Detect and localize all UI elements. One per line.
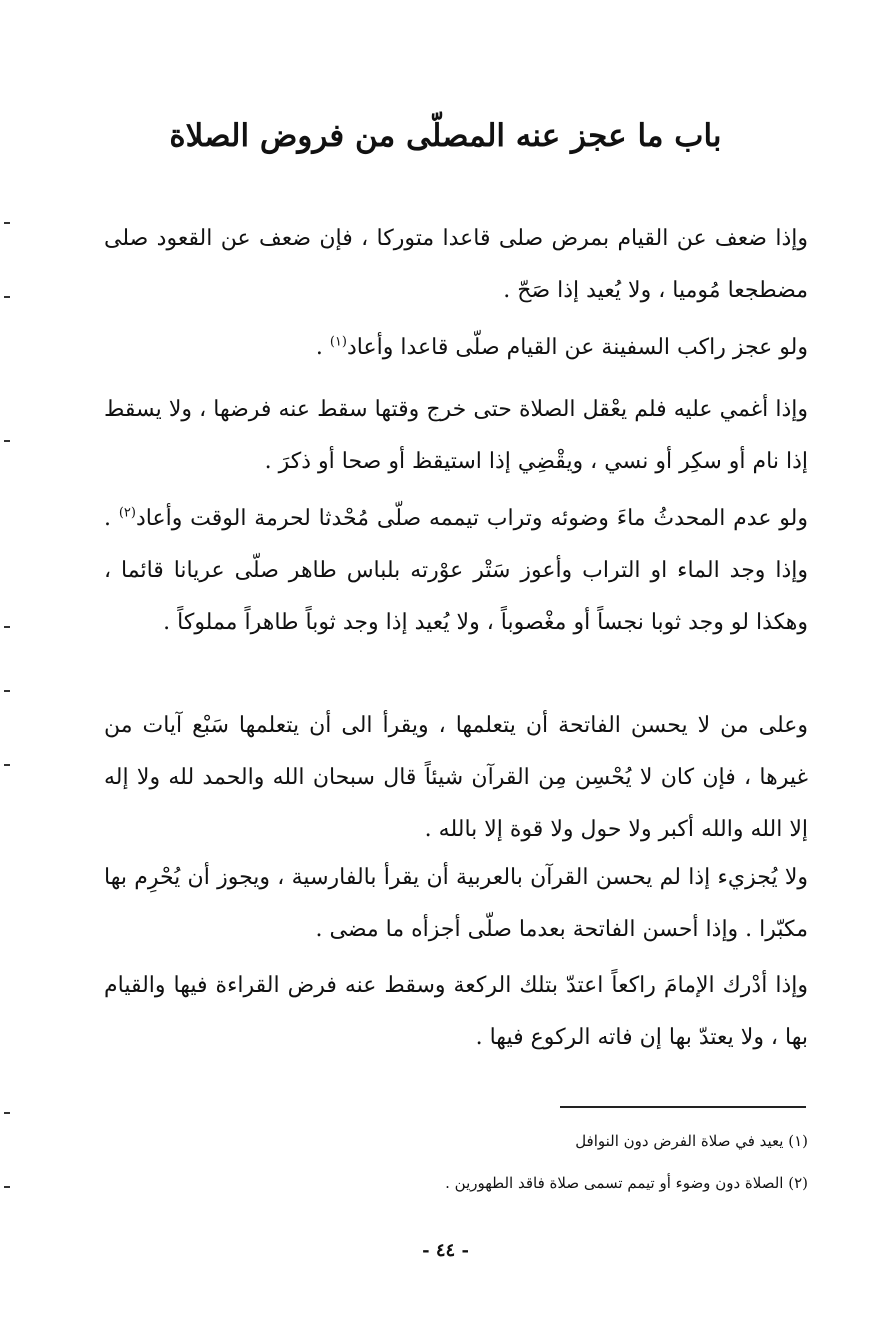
- paragraph-text-continued: . وإذا وجد الماء او التراب وأعوز سَتْر عوْرته بلباس طاهر صلّى عريانا قائما ، وهكذا لو وجد ثوبا نجساً أو مغْصوباً ، ولا يُعيد إذا وجد ثوباً طاهراً مملوكاً .: [104, 506, 808, 635]
- paragraph-end: .: [315, 335, 330, 360]
- margin-tick: [4, 222, 10, 224]
- margin-tick: [4, 296, 10, 298]
- footnote-1: (١) يعيد في صلاة الفرض دون النوافل: [575, 1132, 808, 1150]
- footnote-2: (٢) الصلاة دون وضوء أو تيمم تسمى صلاة فاقد الطهورين .: [445, 1174, 808, 1192]
- paragraph-fatiha: وعلى من لا يحسن الفاتحة أن يتعلمها ، ويقرأ الى أن يتعلمها سَبْع آيات من غيرها ، فإن كان لا يُحْسِن مِن القرآن شيئاً قال سبحان الله والحمد لله ولا إله إلا الله والله أكبر ولا حول ولا قوة إلا بالله .: [104, 713, 808, 842]
- footnote-ref-1: (١): [329, 334, 347, 350]
- footnote-divider: [560, 1106, 806, 1108]
- chapter-title: باب ما عجز عنه المصلّى من فروض الصلاة: [169, 118, 722, 154]
- margin-tick: [4, 690, 10, 692]
- paragraph-persian: ولا يُجزيء إذا لم يحسن القرآن بالعربية أن يقرأ بالفارسية ، ويجوز أن يُحْرِم بها مكبّرا . وإذا أحسن الفاتحة بعدما صلّى أجزأه ما مضى .: [104, 865, 808, 942]
- paragraph-unconscious: وإذا أغمي عليه فلم يعْقل الصلاة حتى خرج وقتها سقط عنه فرضها ، ولا يسقط إذا نام أو سكِر أو نسي ، ويقْضِي إذا استيقظ أو صحا أو ذكرَ .: [104, 397, 808, 474]
- margin-tick: [4, 440, 10, 442]
- paragraph-ship-rider: [104, 322, 808, 374]
- margin-tick: [4, 764, 10, 766]
- page-number: - ٤٤ -: [422, 1240, 469, 1261]
- margin-tick: [4, 1112, 10, 1114]
- paragraph-text: ولو عجز راكب السفينة عن القيام صلّى قاعدا وأعاد: [346, 335, 808, 360]
- margin-tick: [4, 626, 10, 628]
- paragraph-imam-ruku: وإذا أدْرك الإمامَ راكعاً اعتدّ بتلك الركعة وسقط عنه فرض القراءة فيها والقيام بها ، ولا يعتدّ بها إن فاته الركوع فيها .: [104, 973, 808, 1050]
- footnote-ref-2: (٢): [118, 505, 136, 521]
- paragraph-no-water: [104, 493, 808, 649]
- paragraph-text: ولو عدم المحدثُ ماءَ وضوئه وتراب تيممه صلّى مُحْدثا لحرمة الوقت وأعاد: [135, 506, 808, 531]
- paragraph-weakness-prayer: وإذا ضعف عن القيام بمرض صلى قاعدا متوركا ، فإن ضعف عن القعود صلى مضطجعا مُوميا ، ولا يُعيد إذا صَحّ .: [104, 226, 808, 303]
- margin-tick: [4, 1186, 10, 1188]
